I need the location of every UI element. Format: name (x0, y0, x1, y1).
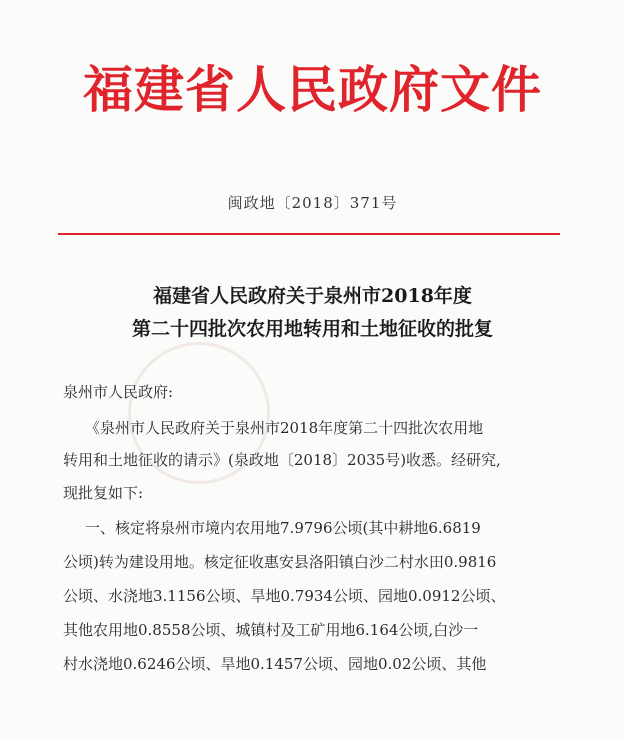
body-line: 公顷、水浇地3.1156公顷、旱地0.7934公顷、园地0.0912公顷、 (63, 587, 506, 605)
body-line: 《泉州市人民政府关于泉州市2018年度第二十四批次农用地 (85, 419, 484, 437)
document-title-line: 第二十四批次农用地转用和土地征收的批复 (131, 318, 493, 340)
body-line: 转用和土地征收的请示》(泉政地〔2018〕2035号)收悉。经研究, (63, 451, 501, 469)
body-line: 一、核定将泉州市境内农用地7.9796公顷(其中耕地6.6819 (85, 519, 481, 537)
body-line: 其他农用地0.8558公顷、城镇村及工矿用地6.164公顷,白沙一 (63, 621, 479, 639)
salutation: 泉州市人民政府: (63, 383, 174, 401)
document-masthead: 福建省人民政府文件 (83, 60, 542, 119)
red-divider (58, 233, 560, 235)
body-line: 现批复如下: (63, 484, 144, 502)
document-title-line: 福建省人民政府关于泉州市2018年度 (153, 285, 472, 307)
body-line: 公顷)转为建设用地。核定征收惠安县洛阳镇白沙二村水田0.9816 (63, 553, 497, 571)
body-line: 村水浇地0.6246公顷、旱地0.1457公顷、园地0.02公顷、其他 (63, 655, 487, 673)
document-number: 闽政地〔2018〕371号 (227, 194, 398, 212)
